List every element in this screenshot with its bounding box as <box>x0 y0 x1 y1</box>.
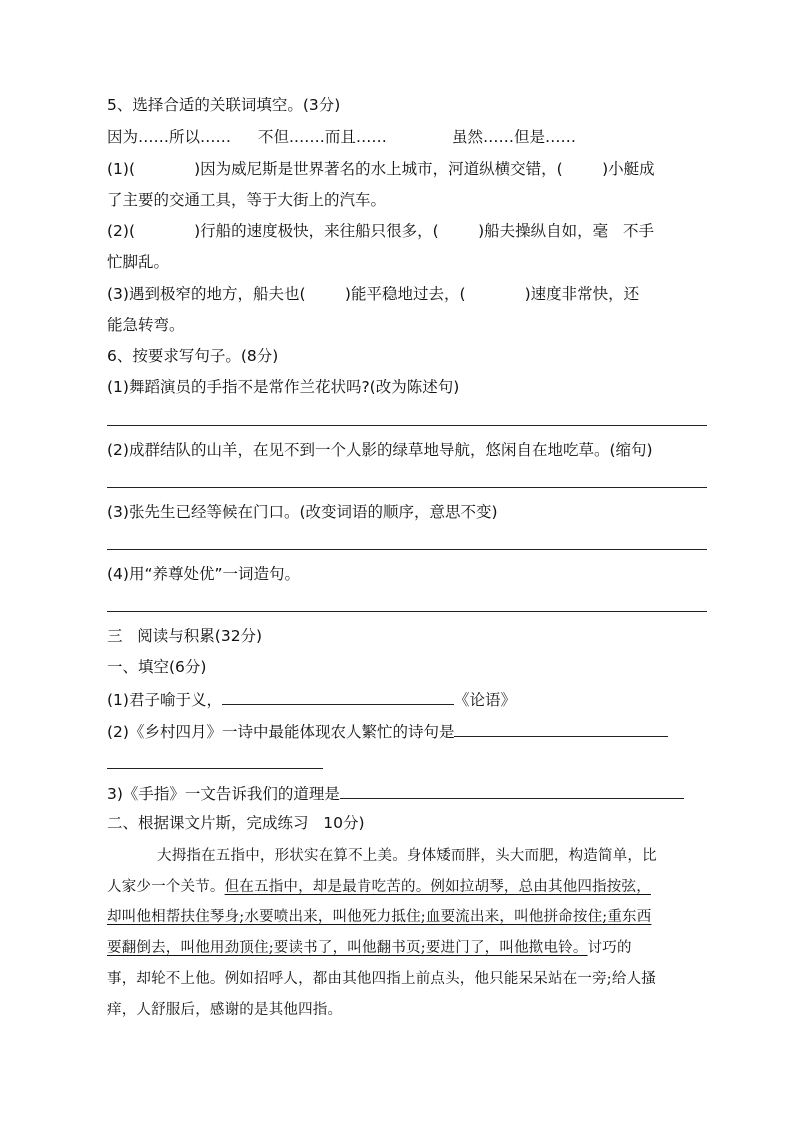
fill-item-3-blank[interactable] <box>340 782 684 799</box>
answer-line-4[interactable] <box>107 611 707 612</box>
passage-line-2 <box>107 877 651 897</box>
passage-line-4-plain: 讨巧的 <box>587 940 632 956</box>
q6-item-3: (3)张先生已经等候在门口。(改变词语的顺序，意思不变) <box>107 503 498 521</box>
fill-item-2-blank[interactable] <box>454 720 668 737</box>
q5-sentence-2-line-2: 忙脚乱。 <box>107 253 170 271</box>
q5-option-2: 不但.……而且…… <box>258 128 387 146</box>
fill-item-2 <box>107 720 668 742</box>
q5-option-1: 因为……所以…… <box>107 128 232 146</box>
q6-title: 6、按要求写句子。(8分) <box>107 347 279 365</box>
passage-line-1: 大拇指在五指中，形状实在算不上美。身体矮而胖，头大而肥，构造简单，比 <box>157 848 657 864</box>
q6-item-4: (4)用“养尊处优”一词造句。 <box>107 565 301 583</box>
passage-line-4 <box>107 938 632 958</box>
answer-line-2[interactable] <box>107 487 707 488</box>
fill-item-2-prompt: (2)《乡村四月》一诗中最能体现农人繁忙的诗句是 <box>107 723 455 741</box>
q5-sentence-3-line-2: 能急转弯。 <box>107 316 185 334</box>
passage-line-2-plain: 人家少一个关节。 <box>107 879 225 895</box>
answer-line-1[interactable] <box>107 425 707 426</box>
passage-line-6: 痒，人舒服后，感谢的是其他四指。 <box>107 1002 343 1018</box>
fill-item-1-blank[interactable] <box>222 688 454 705</box>
q5-sentence-2-line-1: (2)( )行船的速度极快，来往船只很多，( )船夫操纵自如，毫 不手 <box>107 222 654 240</box>
q5-sentence-1-line-1: (1)( )因为威尼斯是世界著名的水上城市，河道纵横交错，( )小艇成 <box>107 160 655 178</box>
fill-item-3-prompt: 3)《手指》一文告诉我们的道理是 <box>107 785 340 803</box>
passage-line-3 <box>107 907 651 927</box>
passage-line-4-underlined: 要翻倒去，叫他用劲顶住;要读书了，叫他翻书页;要进门了，叫他揿电铃。 <box>107 940 588 956</box>
reading-title: 二、根据课文片斯，完成练习 10分) <box>107 814 365 832</box>
fill-item-3 <box>107 782 684 804</box>
q5-title: 5、选择合适的关联词填空。(3分) <box>107 96 341 114</box>
q6-item-1: (1)舞蹈演员的手指不是常作兰花状吗?(改为陈述句) <box>107 378 460 396</box>
section-3-title: 三 阅读与积累(32分) <box>107 627 263 645</box>
fill-item-2-blank-continued[interactable] <box>107 768 323 769</box>
fill-in-title: 一、填空(6分) <box>107 658 207 676</box>
fill-item-1 <box>107 688 516 710</box>
fill-item-1-prompt: (1)君子喻于义， <box>107 691 222 709</box>
q5-sentence-1-line-2: 了主要的交通工具，等于大街上的汽车。 <box>107 191 387 209</box>
q6-item-2: (2)成群结队的山羊，在见不到一个人影的绿草地导航，悠闲自在地吃草。(缩句) <box>107 441 653 459</box>
passage-line-2-underlined: 但在五指中，却是最肯吃苦的。例如拉胡琴，总由其他四指按弦， <box>224 879 651 895</box>
passage-line-3-underlined: 却叫他相帮扶住琴身;水要喷出来，叫他死力抵住;血要流出来，叫他拼命按住;重东西 <box>107 909 652 925</box>
passage-line-5: 事，却轮不上他。例如招呼人，都由其他四指上前点头，他只能呆呆站在一旁;给人搔 <box>107 971 656 987</box>
fill-item-1-source: 《论语》 <box>453 691 516 709</box>
q5-option-3: 虽然……但是…… <box>452 128 577 146</box>
q5-sentence-3-line-1: (3)遇到极窄的地方，船夫也( )能平稳地过去，( )速度非常快，还 <box>107 285 640 303</box>
answer-line-3[interactable] <box>107 549 707 550</box>
